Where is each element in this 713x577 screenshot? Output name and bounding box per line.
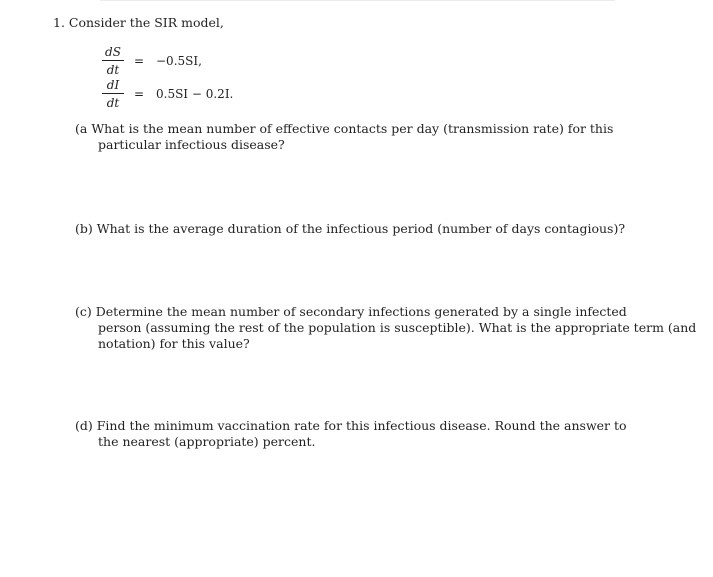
fraction-bar	[102, 93, 124, 94]
part-text-line-1: Find the minimum vaccination rate for this infectious disease. Round the answer to	[96, 418, 627, 433]
part-label: (c)	[75, 304, 92, 319]
equals-sign: =	[134, 54, 145, 68]
part-text-line-3: notation) for this value?	[98, 336, 250, 351]
part-text-line-2: the nearest (appropriate) percent.	[98, 434, 316, 449]
part-text-line-1: What is the average duration of the infectious period (number of days contagious)?	[96, 221, 626, 236]
question-part-d	[75, 418, 627, 450]
fraction-denominator: dt	[106, 63, 120, 77]
fraction-numerator: dS	[105, 45, 121, 59]
equation-ds-dt	[98, 45, 298, 79]
part-label: (a	[75, 121, 88, 136]
part-text-line-2: person (assuming the rest of the population is susceptible). What is the appropriate term (and	[98, 320, 697, 335]
equation-di-dt	[98, 78, 298, 112]
equation-rhs: −0.5SI,	[156, 54, 202, 68]
fraction-bar	[102, 60, 124, 61]
part-text-line-1: Determine the mean number of secondary infections generated by a single infected	[95, 304, 627, 319]
question-part-b	[75, 221, 625, 237]
equals-sign: =	[134, 87, 145, 101]
problem-intro: 1. Consider the SIR model,	[53, 15, 224, 30]
part-label: (b)	[75, 221, 93, 236]
question-part-c	[75, 304, 696, 352]
fraction-denominator: dt	[106, 96, 120, 110]
equation-rhs: 0.5SI − 0.2I.	[156, 87, 234, 101]
part-text-line-2: particular infectious disease?	[98, 137, 285, 152]
fraction-numerator: dI	[106, 78, 120, 92]
part-text-line-1: What is the mean number of effective contacts per day (transmission rate) for this	[91, 121, 614, 136]
fraction-ds-dt	[102, 45, 124, 77]
top-rule	[100, 0, 615, 1]
question-part-a	[75, 121, 613, 153]
fraction-di-dt	[102, 78, 124, 110]
part-label: (d)	[75, 418, 93, 433]
